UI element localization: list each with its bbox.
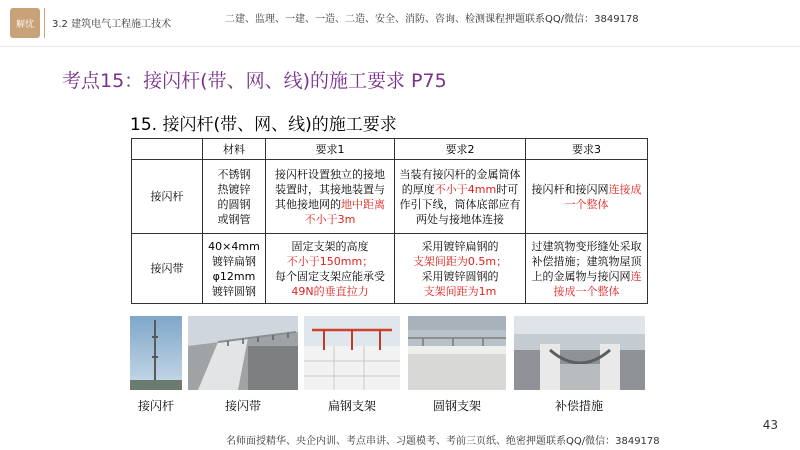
caption-lightning-strip: 接闪带 <box>224 399 262 413</box>
compensation-measures-image <box>514 316 645 390</box>
req-highlight: 支架间距为1m <box>423 284 497 298</box>
header-rule <box>0 46 800 47</box>
caption-flat-steel-support: 扁钢支架 <box>327 399 377 413</box>
footer-ad: 名师面授精华、央企内训、考点串讲、习题模考、考前三页纸、绝密押题联系QQ/微信：3849178 <box>226 436 660 447</box>
caption-lightning-rod: 接闪杆 <box>137 399 175 413</box>
req-text: 采用镀锌圆钢的 <box>421 269 499 283</box>
material-line: 镀锌圆钢 <box>212 284 256 298</box>
req2-cell <box>395 234 526 304</box>
header-cell-req3: 要求3 <box>526 139 648 160</box>
req2-cell <box>395 160 526 234</box>
material-line: 或钢管 <box>217 212 251 226</box>
page-title: 考点15：接闪杆(带、网、线)的施工要求 P75 <box>62 70 447 92</box>
photo-flat-steel-support <box>304 316 400 390</box>
req-highlight: 支架间距为0.5m； <box>412 254 508 268</box>
page-number: 43 <box>762 418 778 432</box>
caption-compensation-measures: 补偿措施 <box>554 399 604 413</box>
photo-lightning-strip <box>188 316 298 390</box>
table-row <box>132 160 648 234</box>
photo-lightning-rod <box>130 316 182 390</box>
photo-round-steel-support <box>408 316 506 390</box>
material-line: 镀锌扁钢 <box>212 254 256 268</box>
req3-cell <box>526 160 648 234</box>
req-text: 每个固定支架应能承受 <box>275 269 385 283</box>
material-line: φ12mm <box>212 269 256 283</box>
table-title: 15. 接闪杆(带、网、线)的施工要求 <box>130 115 397 135</box>
flat-steel-support-image <box>304 316 400 390</box>
req-text: 时可作引下线，筒体底部应有两处与接地体连接 <box>399 182 521 226</box>
material-line: 40×4mm <box>208 239 260 253</box>
req-text: 当装有接闪杆的金属筒体的厚度 <box>399 167 521 196</box>
req-highlight: 地中距离不小于3m <box>304 197 385 226</box>
req1-cell <box>266 160 395 234</box>
req-text: 过建筑物变形缝处采取补偿措施；建筑物屋顶上的金属物与接闪网 <box>531 239 642 283</box>
req-text: 接闪杆和接闪网 <box>531 182 609 196</box>
caption-round-steel-support: 圆钢支架 <box>432 399 482 413</box>
req3-cell <box>526 234 648 304</box>
row-name: 接闪带 <box>132 234 203 304</box>
req-text: 固定支架的高度 <box>291 239 369 253</box>
req-highlight: 连接成一个整体 <box>564 182 642 211</box>
requirements-table <box>131 138 648 304</box>
material-cell <box>203 234 266 304</box>
lightning-strip-image <box>188 316 298 390</box>
table-row <box>132 234 648 304</box>
req1-cell <box>266 234 395 304</box>
logo-text: 解忧 <box>15 19 34 30</box>
material-line: 的圆钢 <box>217 197 251 211</box>
logo <box>10 8 40 38</box>
material-line: 不锈钢 <box>217 167 251 181</box>
header-cell-material: 材料 <box>203 139 266 160</box>
req-highlight: 连接成一个整体 <box>553 269 642 298</box>
req-text: 采用镀锌扁钢的 <box>421 239 499 253</box>
req-highlight: 不小于4mm <box>434 182 497 196</box>
header-ad: 二建、监理、一建、一造、二造、安全、消防、咨询、检测课程押题联系QQ/微信：3849178 <box>225 14 639 25</box>
req-text: 接闪杆设置独立的接地装置时，其接地装置与其他接地网的 <box>275 167 385 211</box>
material-line: 热镀锌 <box>217 182 251 196</box>
material-cell <box>203 160 266 234</box>
header-divider <box>44 8 45 38</box>
photo-compensation-measures <box>514 316 645 390</box>
req-highlight: 不小于150mm； <box>286 254 374 268</box>
req-highlight: 49N的垂直拉力 <box>291 284 369 298</box>
lightning-rod-image <box>130 316 182 390</box>
header-cell-req1: 要求1 <box>266 139 395 160</box>
header-cell-empty <box>132 139 203 160</box>
photo-strip <box>130 316 645 390</box>
section-label: 3.2 建筑电气工程施工技术 <box>52 19 172 30</box>
row-name: 接闪杆 <box>132 160 203 234</box>
header-cell-req2: 要求2 <box>395 139 526 160</box>
top-bar <box>0 0 800 46</box>
table-header-row <box>132 139 648 160</box>
round-steel-support-image <box>408 316 506 390</box>
